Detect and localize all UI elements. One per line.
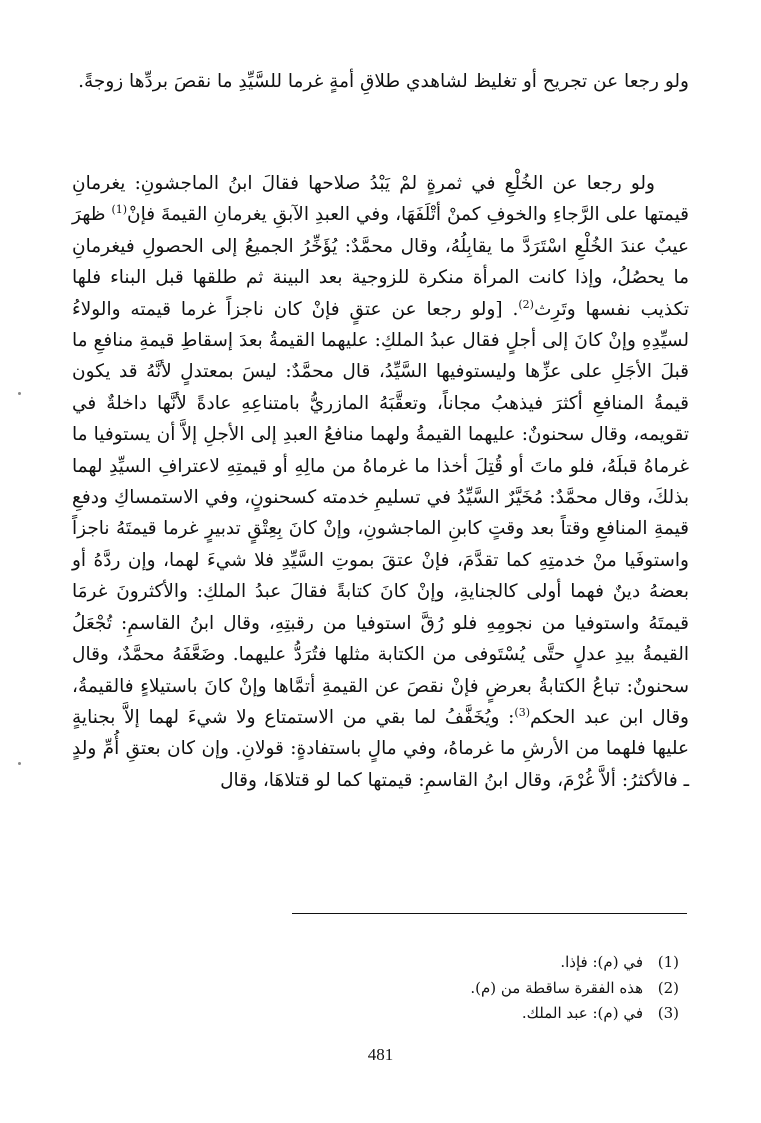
paragraph-2-part-2: ظهرَ عيبٌ عندَ الخُلْعِ اسْتَرَدَّ ما يقابِلُهُ، وقال محمَّدٌ: يُؤَخِّرُ الجميعُ إلى الحصولِ فيغرمانِ ما يحصُلُ، وإذا كانت المرأة منكرة للزوجية بعد البينة ثم طلقها قبل البناء فلها تكذيب نفسها وتَرِث — [72, 204, 689, 320]
paragraph-2-part-3: . [ولو رجعا عن عتقٍ فإنْ كان ناجزاً غرما قيمته والولاءُ لسيِّدِهِ وإنْ كانَ إلى أجلٍ فقال عبدُ الملكِ: عليهما القيمةُ بعدَ إسقاطِ قيمةِ منافعِ ما قبلَ الأجَلِ على عزِّها وليستوفيها السَّيِّدُ، قال محمَّدٌ: ليسَ بمعتدلٍ لأنَّهُ قد يكون قيمةُ المنافعِ أكثرَ فيذهبُ مجاناً، وتعقَّبَهُ المازريُّ بامتناعِهِ عادةً لأنَّها داخلةٌ في تقويمه، وقال سحنونٌ: عليهما القيمةُ ولهما منافعُ العبدِ إلى الأجلِ إلاَّ أن يستوفيا ما غرماهُ قبلَهُ، فلو ماتَ أو قُتِلَ أخذا ما غرماهُ من مالِهِ أو قيمتِهِ لاعترافِ السيِّدِ لهما بذلكَ، وقال محمَّدٌ: مُخَيَّرٌ السَّيِّدُ في تسليمِ خدمته كسحنونٍ، وفي الاستمساكِ ودفعِ قيمةِ المنافعِ وقتاً بعد وقتٍ كابنِ الماجشونِ، وإنْ كانَ بِعِتْقٍ تدبيرٍ غرما قيمتَهُ ناجزاً واستوفَيا منْ خدمتِهِ كما تقدَّمَ، فإنْ عتقَ بموتِ السَّيِّدِ فلا شيءَ لهما، وإن ردَّهُ أو بعضهُ دينٌ فهما أولى كالجنايةِ، وإنْ كانَ كتابةً فقالَ عبدُ الملكِ: والأكثرونَ غرمَا قيمتَهُ واستوفيا من نجومِهِ فلو رُقَّ استوفيا من رقبتِهِ، وقال ابنُ القاسمِ: تُجْعَلُ القيمةُ بيدِ عدلٍ حتَّى يُسْتَوفى من الكتابة مثلها فتُرَدُّ عليهما. وضَعَّفَهُ محمَّدٌ، وقال سحنونٌ: تباعُ الكتابةُ بعرضٍ فإنْ نقصَ عن القيمةِ أتمَّاها وإنْ كانَ باستيلاءٍ فالقيمةُ، وقال ابن عبد الحكم — [72, 298, 689, 728]
footnote-item — [259, 976, 679, 1002]
footnote-separator — [292, 913, 687, 914]
footnote-marker-1[interactable]: (1) — [111, 203, 128, 217]
paragraph-2-part-4: : ويُخَفَّفُ لما بقي من الاستمتاع ولا شيءَ لهما إلاَّ بجنايةٍ عليها فلهما من الأرشِ ما غرماهُ، وفي مالٍ باستفادةٍ: قولانِ. وإن كان بعتقِ أُمِّ ولدٍ ـ فالأكثرُ: ألاَّ غُرْمَ، وقال ابنُ القاسمِ: قيمتها كما لو قتلاهَا، وقال — [72, 706, 689, 791]
page-number: 481 — [367, 1045, 394, 1064]
footnotes-list — [259, 950, 679, 1027]
footnote-item — [259, 950, 679, 976]
footnote-text: هذه الفقرة ساقطة من (م). — [470, 978, 643, 997]
footnote-number: (3) — [657, 1004, 679, 1022]
footnote-number: (2) — [657, 978, 679, 997]
footnote-text: في (م): فإذا. — [560, 953, 643, 971]
margin-speck — [18, 762, 21, 765]
paragraph-2-part-1: ولو رجعا عن الخُلْعِ في ثمرةٍ لمْ يَبْدُ صلاحها فقالَ ابنُ الماجشونِ: يغرمانِ قيمتها على الرَّجاءِ والخوفِ كمنْ أتْلَفَهَا، وفي العبدِ الآبقِ يغرمانِ القيمةَ فإنْ — [72, 173, 689, 226]
margin-speck — [18, 392, 21, 395]
footnote-number: (1) — [657, 953, 679, 971]
paragraph-1: ولو رجعا عن تجريح أو تغليظ لشاهدي طلاقِ أمةٍ غرما للسَّيِّدِ ما نقصَ بردِّها زوجةً. — [78, 71, 689, 92]
footnote-marker-3[interactable]: (3) — [514, 705, 530, 719]
footnote-text: في (م): عبد الملك. — [521, 1004, 643, 1022]
paragraph-2 — [72, 168, 689, 796]
footnote-marker-2[interactable]: (2) — [518, 297, 534, 311]
footnote-item — [259, 1001, 679, 1027]
